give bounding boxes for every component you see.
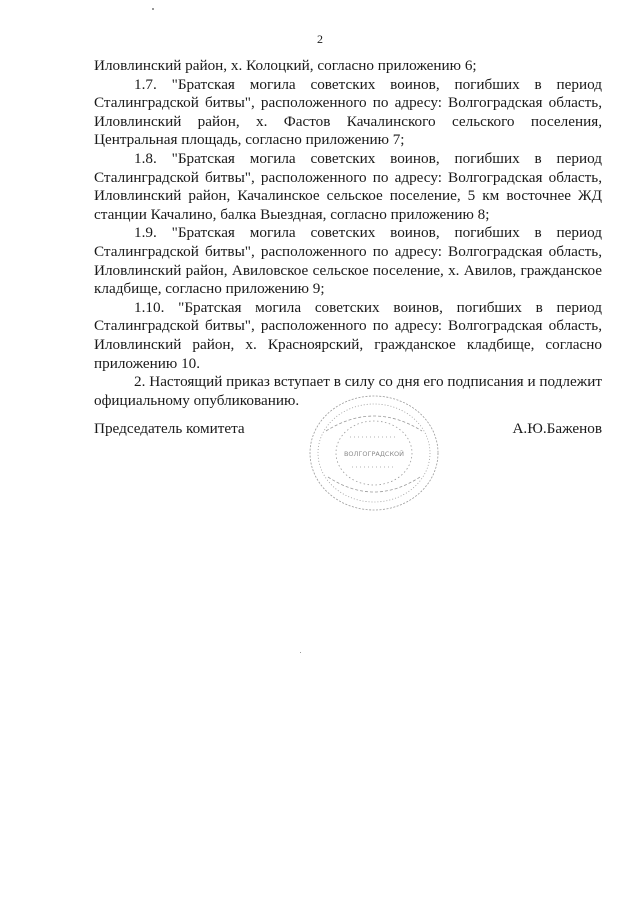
paragraph-item-1-9: 1.9. "Братская могила советских воинов, погибших в период Сталинградской битвы", расположенного по адресу: Волгоградская область, Иловлинский район, Авиловское сельское поселение, х. Авилов, гражданское кладбище, согласно приложению 9;	[94, 224, 602, 298]
scan-speck	[152, 8, 154, 10]
stamp-inner-text: ВОЛГОГРАДСКОЙ	[343, 450, 405, 458]
document-body	[94, 57, 602, 410]
paragraph-continuation: Иловлинский район, х. Колоцкий, согласно приложению 6;	[94, 57, 477, 74]
official-seal-stamp	[306, 393, 442, 513]
signatory-position: Председатель комитета	[94, 420, 245, 437]
paragraph-item-2: 2. Настоящий приказ вступает в силу со дня его подписания и подлежит официальному опубликованию.	[94, 373, 602, 409]
paragraph-item-1-10: 1.10. "Братская могила советских воинов, погибших в период Сталинградской битвы", расположенного по адресу: Волгоградская область, Иловлинский район, х. Красноярский, гражданское кладбище, согласно приложению 10.	[94, 298, 602, 372]
scan-speck	[300, 652, 301, 653]
page-number: 2	[317, 32, 323, 46]
signatory-name: А.Ю.Баженов	[512, 420, 602, 437]
paragraph-item-1-8: 1.8. "Братская могила советских воинов, погибших в период Сталинградской битвы", расположенного по адресу: Волгоградская область, Иловлинский район, Качалинское сельское поселение, 5 км восточнее ЖД станции Качалино, балка Выездная, согласно приложению 8;	[94, 149, 602, 223]
paragraph-item-1-7: 1.7. "Братская могила советских воинов, погибших в период Сталинградской битвы", расположенного по адресу: Волгоградская область, Иловлинский район, х. Фастов Качалинского сельского поселения, Центральная площадь, согласно приложению 7;	[94, 75, 602, 149]
